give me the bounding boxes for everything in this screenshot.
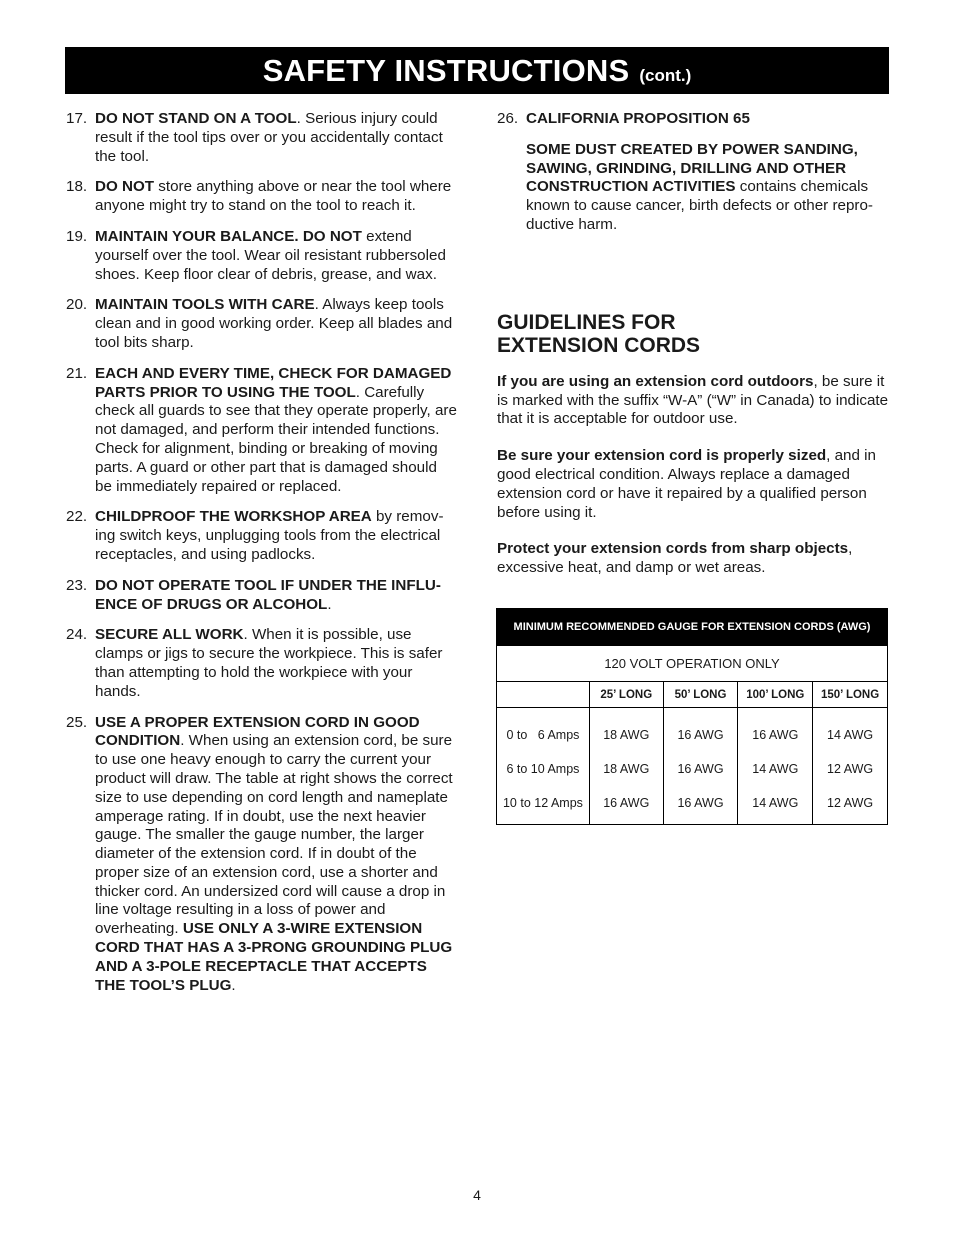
- extension-cord-gauge-table: [496, 608, 888, 825]
- safety-item-21: 21. EACH AND EVERY TIME, CHECK FOR DAMAGED PARTS PRIOR TO USING THE TOOL. Carefully check all guards to see that they operate properly, are not damaged, and perform their intended functions. Check for alignment, binding or breaking of moving parts. A guard or other part that is damaged should be immediately repaired or replaced.: [66, 364, 457, 495]
- guideline-sized: Be sure your extension cord is properly sized, and in good electrical condition. Always replace a damaged extension cord or have it repaired by a qualified person before using it.: [497, 447, 876, 521]
- column-header: 100’ LONG: [738, 682, 813, 708]
- guideline-outdoors: If you are using an extension cord outdoors, be sure it is marked with the suffix “W-A” (“W” in Canada) to indicate that it is acceptable for outdoor use.: [497, 372, 889, 428]
- table-cell: 14 AWG: [738, 752, 813, 786]
- page-number: 4: [473, 1187, 481, 1203]
- page-subtitle: (cont.): [639, 66, 692, 85]
- table-row: [497, 752, 888, 786]
- right-column: [497, 110, 889, 578]
- safety-item-20: 20. MAINTAIN TOOLS WITH CARE. Always keep tools clean and in good working order. Keep all blades and tool bits sharp.: [66, 296, 453, 351]
- prop65-title: CALIFORNIA PROPOSITION 65: [526, 110, 750, 127]
- safety-item-25: 25. USE A PROPER EXTENSION CORD IN GOOD CONDITION. When using an extension cord, be sure to use one heavy enough to carry the current your product will draw. The table at right shows the correct size to use depending on cord length and nameplate amperage rating. If in doubt, use the next heavier gauge. The smaller the gauge number, the larger diameter of the extension cord. If in doubt of the proper size of an extension cord, use a shorter and thicker cord. An undersized cord will cause a drop in line voltage resulting in a loss of power and overheating. USE ONLY A 3-WIRE EXTENSION CORD THAT HAS A 3-PRONG GROUNDING PLUG AND A 3-POLE RECEPTACLE THAT ACCEPTS THE TOOL’S PLUG.: [66, 713, 453, 994]
- table-cell: 12 AWG: [813, 752, 888, 786]
- table-cell: 16 AWG: [589, 786, 663, 825]
- safety-item-23: 23. DO NOT OPERATE TOOL IF UNDER THE INFLUENCE OF DRUGS OR ALCOHOL.: [66, 576, 441, 613]
- table-cell: 14 AWG: [813, 708, 888, 753]
- table-cell: 14 AWG: [738, 786, 813, 825]
- guideline-protect: Protect your extension cords from sharp objects, excessive heat, and damp or wet areas.: [497, 540, 853, 577]
- column-header: 150’ LONG: [813, 682, 888, 708]
- table-cell: 18 AWG: [589, 708, 663, 753]
- table-title: MINIMUM RECOMMENDED GAUGE FOR EXTENSION CORDS (AWG): [497, 609, 888, 646]
- table-cell: 16 AWG: [738, 708, 813, 753]
- table-cell: 16 AWG: [663, 752, 738, 786]
- page-header-banner: [65, 47, 889, 94]
- table-subtitle: 120 VOLT OPERATION ONLY: [497, 646, 888, 682]
- table-cell: 16 AWG: [663, 708, 738, 753]
- row-label: 6 to 10 Amps: [497, 752, 590, 786]
- safety-item-17: 17. DO NOT STAND ON A TOOL. Serious injury could result if the tool tips over or you accidentally contact the tool.: [66, 110, 443, 165]
- left-column: [66, 110, 458, 1007]
- safety-item-22: 22. CHILDPROOF THE WORKSHOP AREA by removing switch keys, unplugging tools from the electrical receptacles, and using padlocks.: [66, 508, 444, 563]
- table-cell: 16 AWG: [663, 786, 738, 825]
- table-corner-cell: [497, 682, 590, 708]
- row-label: 0 to 6 Amps: [497, 708, 590, 753]
- safety-item-26: 26. CALIFORNIA PROPOSITION 65 SOME DUST CREATED BY POWER SANDING, SAWING, GRINDING, DRILLING AND OTHER CONSTRUCTION ACTIVITIES contains chemicals known to cause cancer, birth defects or other reproductive harm.: [497, 110, 873, 233]
- guidelines-heading: GUIDELINES FOR EXTENSION CORDS: [497, 310, 701, 357]
- safety-item-19: 19. MAINTAIN YOUR BALANCE. DO NOT extend yourself over the tool. Wear oil resistant rubbersoled shoes. Keep floor clear of debris, grease, and wax.: [66, 227, 446, 283]
- column-header: 50’ LONG: [663, 682, 738, 708]
- table-cell: 12 AWG: [813, 786, 888, 825]
- table-row: [497, 708, 888, 753]
- column-header: 25’ LONG: [589, 682, 663, 708]
- table-cell: 18 AWG: [589, 752, 663, 786]
- safety-item-24: 24. SECURE ALL WORK. When it is possible, use clamps or jigs to secure the workpiece. This is safer than attempting to hold the workpiece with your hands.: [66, 626, 443, 700]
- page-title: SAFETY INSTRUCTIONS: [262, 53, 630, 88]
- table-row: [497, 786, 888, 825]
- safety-item-18: 18. DO NOT store anything above or near the tool where anyone might try to stand on the tool to reach it.: [66, 178, 452, 215]
- row-label: 10 to 12 Amps: [497, 786, 590, 825]
